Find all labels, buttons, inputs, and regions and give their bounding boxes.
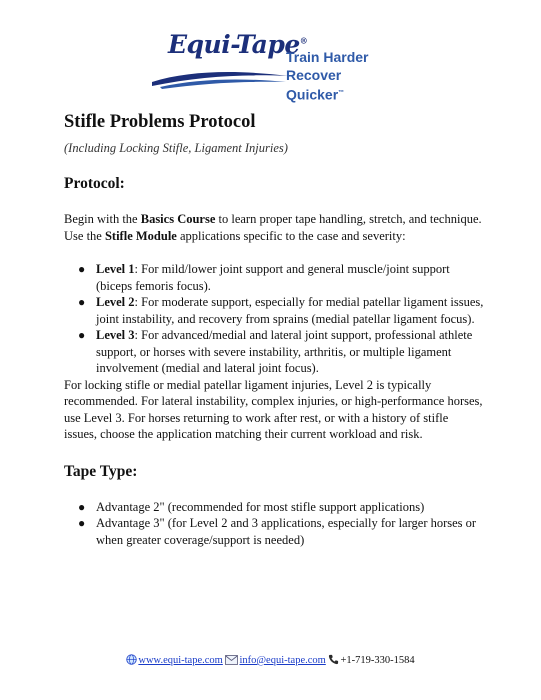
tape-type-list xyxy=(64,499,484,549)
protocol-heading: Protocol: xyxy=(64,175,125,192)
equi-tape-logo xyxy=(150,28,400,103)
stifle-module-label: Stifle Module xyxy=(104,228,177,243)
list-item-level-1 xyxy=(64,261,484,294)
logo-tagline xyxy=(286,48,400,104)
logo-swoosh-icon xyxy=(150,68,290,90)
level-label: Level 3 xyxy=(96,328,135,342)
level-label: Level 2 xyxy=(96,295,135,309)
globe-icon xyxy=(126,654,137,665)
list-item-level-3 xyxy=(64,327,484,377)
document-body xyxy=(64,110,484,548)
recommendation-paragraph: For locking stifle or medial patellar ligament injuries, Level 2 is typically recommended. For lateral instability, complex injuries, or high-performance horses, use Level 3. For horses returning to work after rest, or with a history of stifle issues, choose the application matching their current workload and risk. xyxy=(64,377,483,441)
intro-text-1: Begin with the xyxy=(64,212,141,226)
bullet-icon: ● xyxy=(78,262,86,276)
bullet-icon: ● xyxy=(78,516,86,530)
phone-number: +1-719-330-1584 xyxy=(340,655,415,666)
list-item-tape-2in xyxy=(64,499,484,516)
bullet-icon: ● xyxy=(78,328,86,342)
tape-item-text: Advantage 2" (recommended for most stifle support applications) xyxy=(96,499,425,514)
logo-text: Equi-Tape xyxy=(168,30,300,59)
footer xyxy=(0,654,541,668)
bullet-icon: ● xyxy=(78,295,86,309)
intro-text-3: applications specific to the case and severity: xyxy=(176,228,406,243)
tagline-line-1: Train Harder xyxy=(286,49,369,65)
phone-icon xyxy=(328,654,339,665)
basics-course-label: Basics Course xyxy=(140,212,216,226)
tagline-line-2-wrap xyxy=(286,66,400,104)
website-link[interactable]: www.equi-tape.com xyxy=(138,655,223,666)
logo-registered-mark: ® xyxy=(299,35,308,46)
level-text: : For advanced/medial and lateral joint support, professional athlete support, or horses with severe instability, arthritis, or multiple ligament involvement (medial and lateral joint focus). xyxy=(96,328,473,375)
page-subtitle: (Including Locking Stifle, Ligament Injuries) xyxy=(64,141,288,155)
level-text: : For mild/lower joint support and general muscle/joint support (biceps femoris focus). xyxy=(96,262,450,293)
list-item-level-2 xyxy=(64,294,484,327)
intro-text-2: to learn proper tape handling, stretch, and technique. Use the xyxy=(64,212,482,243)
page-title: Stifle Problems Protocol xyxy=(64,112,256,132)
level-label: Level 1 xyxy=(96,262,135,276)
list-item-tape-3in xyxy=(64,515,484,548)
bullet-icon: ● xyxy=(78,499,86,514)
email-link[interactable]: info@equi-tape.com xyxy=(239,655,326,666)
level-text: : For moderate support, especially for medial patellar ligament issues, joint instability, and recovery from sprains (medial patellar ligament focus). xyxy=(96,295,484,326)
tape-type-heading: Tape Type: xyxy=(64,462,138,480)
protocol-intro xyxy=(64,211,484,244)
level-list xyxy=(64,261,484,377)
trademark-mark: ™ xyxy=(338,90,345,96)
tape-item-text: Advantage 3" (for Level 2 and 3 applications, especially for larger horses or when greater coverage/support is needed) xyxy=(96,516,477,547)
tagline-line-2: Recover Quicker xyxy=(286,67,342,103)
email-icon xyxy=(225,655,238,665)
